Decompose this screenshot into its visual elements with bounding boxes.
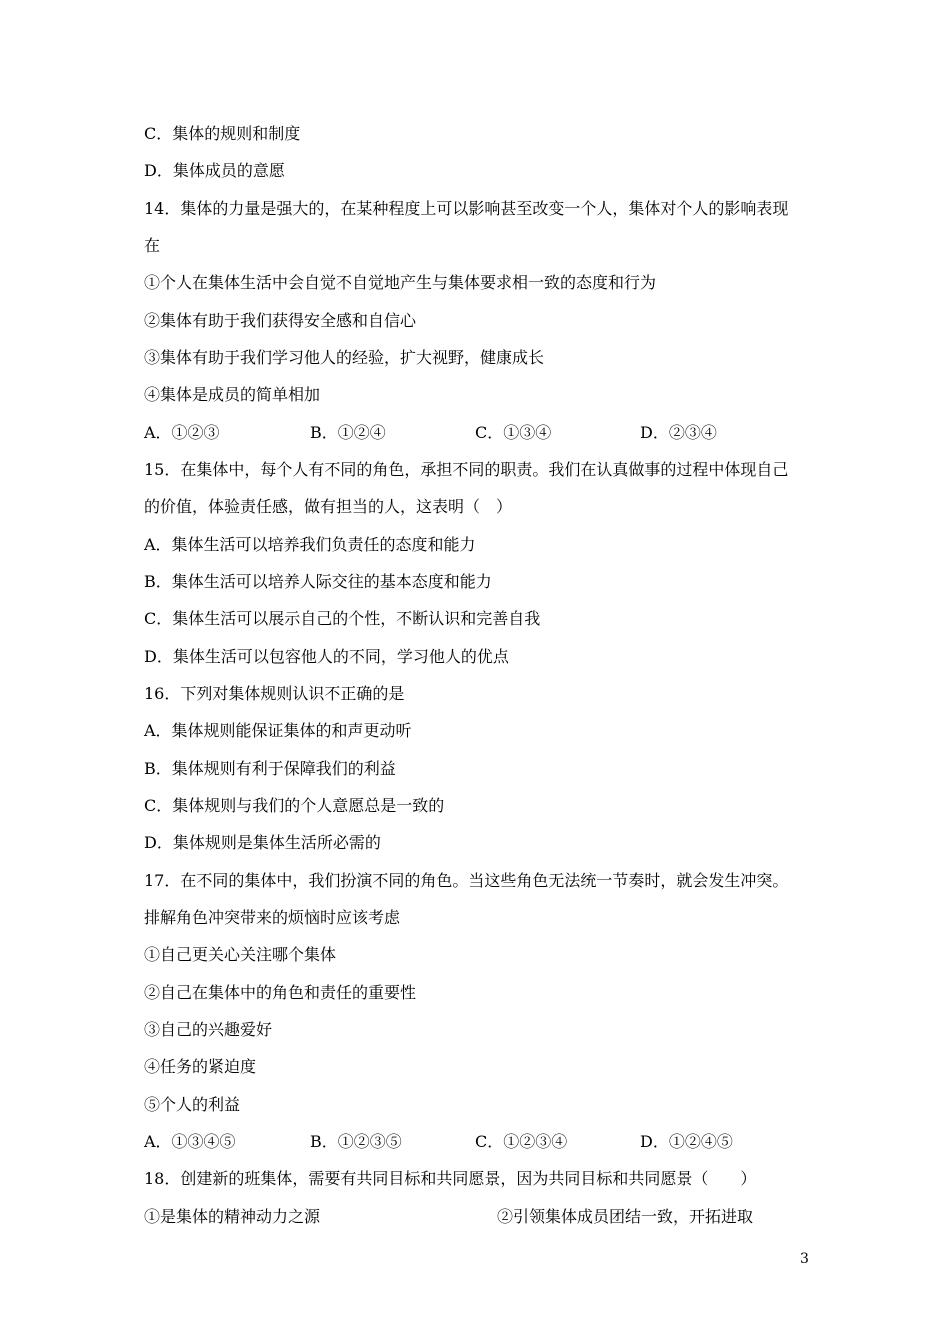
q13-option-d: D．集体成员的意愿 (144, 161, 285, 180)
q18-item-2: ②引领集体成员团结一致，开拓进取 (497, 1207, 754, 1226)
q15-option-b: B．集体生活可以培养人际交往的基本态度和能力 (144, 572, 492, 591)
q16-option-b: B．集体规则有利于保障我们的利益 (144, 759, 396, 778)
q17-item-2: ②自己在集体中的角色和责任的重要性 (144, 983, 417, 1002)
q18-item-1: ①是集体的精神动力之源 (144, 1207, 321, 1226)
q14-option-c: C．①③④ (475, 423, 552, 442)
q17-option-d: D．①②④⑤ (640, 1132, 733, 1151)
q17-item-1: ①自己更关心关注哪个集体 (144, 945, 337, 964)
q17-stem-line1: 17．在不同的集体中，我们扮演不同的角色。当这些角色无法统一节奏时，就会发生冲突。 (144, 871, 789, 890)
q17-item-3: ③自己的兴趣爱好 (144, 1020, 273, 1039)
q17-item-5: ⑤个人的利益 (144, 1095, 241, 1114)
q14-item-3: ③集体有助于我们学习他人的经验，扩大视野，健康成长 (144, 348, 545, 367)
q15-option-d: D．集体生活可以包容他人的不同，学习他人的优点 (144, 647, 509, 666)
q17-item-4: ④任务的紧迫度 (144, 1057, 257, 1076)
q14-stem-line2: 在 (144, 236, 161, 255)
q13-option-c: C．集体的规则和制度 (144, 124, 301, 143)
q15-option-a: A．集体生活可以培养我们负责任的态度和能力 (144, 535, 476, 554)
q15-stem-line1: 15．在集体中，每个人有不同的角色，承担不同的职责。我们在认真做事的过程中体现自己 (144, 460, 789, 479)
q15-stem-line2: 的价值，体验责任感，做有担当的人，这表明（ ） (144, 497, 513, 516)
q14-item-2: ②集体有助于我们获得安全感和自信心 (144, 311, 417, 330)
q15-option-c: C．集体生活可以展示自己的个性，不断认识和完善自我 (144, 609, 541, 628)
q17-option-c: C．①②③④ (475, 1132, 568, 1151)
q14-option-d: D．②③④ (640, 423, 717, 442)
q16-stem: 16．下列对集体规则认识不正确的是 (144, 684, 405, 703)
q14-option-a: A．①②③ (144, 423, 220, 442)
q14-item-1: ①个人在集体生活中会自觉不自觉地产生与集体要求相一致的态度和行为 (144, 273, 657, 292)
q17-option-b: B．①②③⑤ (310, 1132, 402, 1151)
q14-stem-line1: 14．集体的力量是强大的，在某种程度上可以影响甚至改变一个人，集体对个人的影响表现 (144, 199, 789, 218)
q18-stem: 18．创建新的班集体，需要有共同目标和共同愿景，因为共同目标和共同愿景（ ） (144, 1169, 757, 1188)
q17-stem-line2: 排解角色冲突带来的烦恼时应该考虑 (144, 908, 401, 927)
q16-option-d: D．集体规则是集体生活所必需的 (144, 833, 381, 852)
q16-option-a: A．集体规则能保证集体的和声更动听 (144, 721, 412, 740)
page-number: 3 (800, 1251, 809, 1267)
q16-option-c: C．集体规则与我们的个人意愿总是一致的 (144, 796, 445, 815)
q17-option-a: A．①③④⑤ (144, 1132, 236, 1151)
q14-option-b: B．①②④ (310, 423, 386, 442)
q14-item-4: ④集体是成员的简单相加 (144, 385, 321, 404)
